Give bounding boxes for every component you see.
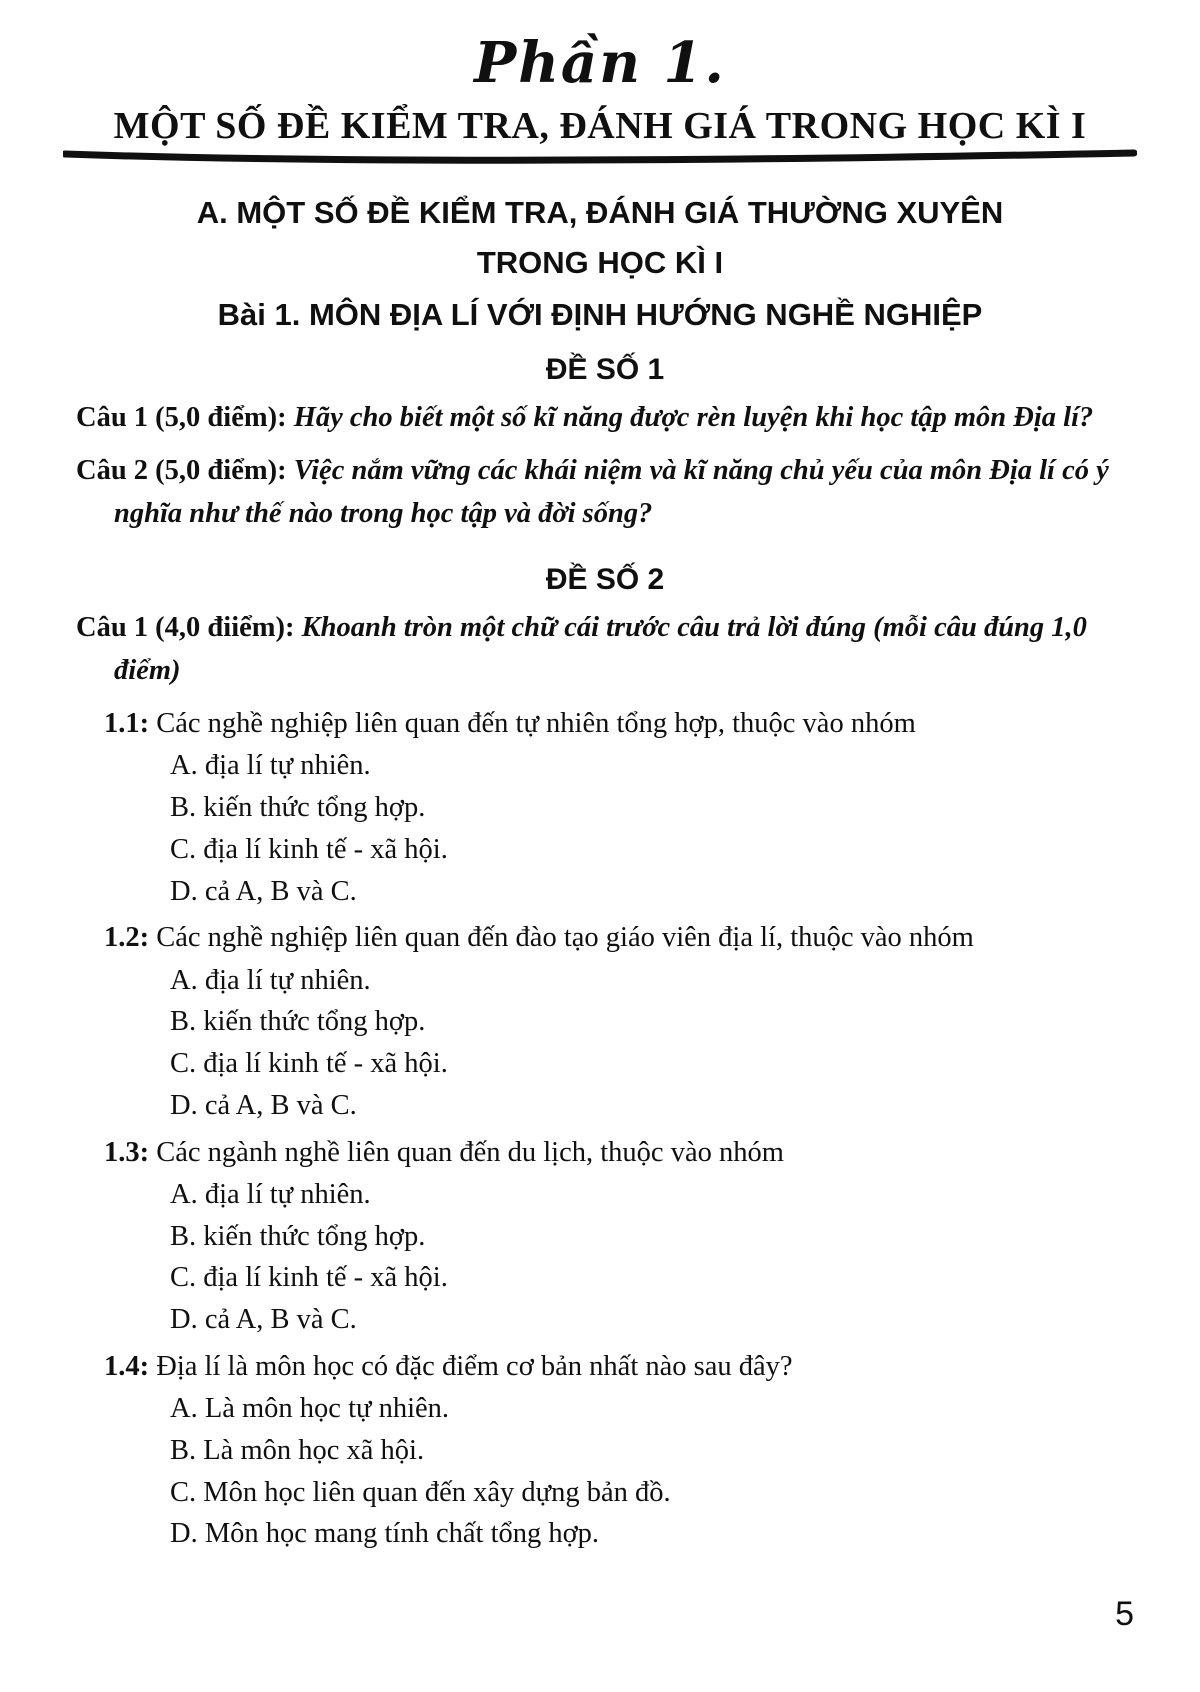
question-label: Câu 2 (5,0 điểm): [76, 454, 287, 486]
lesson-heading: Bài 1. MÔN ĐỊA LÍ VỚI ĐỊNH HƯỚNG NGHỀ NGHIỆP [217, 297, 983, 333]
mcq-question [76, 703, 1134, 744]
mcq-question [76, 917, 1134, 958]
mcq-item-1-3 [76, 1132, 1134, 1340]
mcq-number: 1.1: [104, 707, 150, 739]
mcq-question-text: Các nghề nghiệp liên quan đến đào tạo giáo viên địa lí, thuộc vào nhóm [156, 922, 974, 954]
title-underline-rule [63, 148, 1137, 166]
question-label: Câu 1 (5,0 điểm): [76, 402, 287, 434]
section-heading [0, 188, 1200, 287]
page-number: 5 [1115, 1595, 1134, 1633]
main-title: MỘT SỐ ĐỀ KIỂM TRA, ĐÁNH GIÁ TRONG HỌC KÌ I [113, 105, 1087, 147]
mcq-option-c: C. địa lí kinh tế - xã hội. [170, 1262, 448, 1294]
question-text: Hãy cho biết một số kĩ năng được rèn luyện khi học tập môn Địa lí? [293, 402, 1094, 434]
question-label: Câu 1 (4,0 điiểm): [76, 612, 295, 644]
mcq-options [170, 962, 1134, 1126]
mcq-item-1-2 [76, 917, 1134, 1125]
mcq-question-text: Các ngành nghề liên quan đến du lịch, thuộc vào nhóm [156, 1136, 784, 1168]
mcq-option-a: A. địa lí tự nhiên. [170, 1178, 371, 1210]
mcq-question [76, 1132, 1134, 1173]
mcq-options [170, 747, 1134, 911]
mcq-number: 1.3: [104, 1136, 150, 1168]
mcq-option-a: A. địa lí tự nhiên. [170, 750, 371, 782]
mcq-option-b: B. Là môn học xã hội. [170, 1434, 425, 1466]
mcq-option-c: C. Môn học liên quan đến xây dựng bản đồ. [170, 1476, 671, 1508]
mcq-option-d: D. cả A, B và C. [170, 1089, 357, 1121]
mcq-option-d: D. Môn học mang tính chất tổng hợp. [170, 1518, 600, 1550]
essay-question-1 [76, 397, 1134, 440]
mcq-options [170, 1390, 1134, 1554]
essay-question-2 [76, 450, 1134, 536]
exam1-heading: ĐỀ SỐ 1 [545, 353, 665, 387]
mcq-question-text: Địa lí là môn học có đặc điểm cơ bản nhất nào sau đây? [156, 1350, 793, 1382]
mcq-option-a: A. Là môn học tự nhiên. [170, 1393, 450, 1425]
mcq-option-c: C. địa lí kinh tế - xã hội. [170, 833, 448, 865]
mcq-number: 1.2: [104, 922, 150, 954]
page-content [0, 353, 1200, 1554]
section-heading-line1: A. MỘT SỐ ĐỀ KIỂM TRA, ĐÁNH GIÁ THƯỜNG XUYÊN [196, 195, 1004, 230]
mcq-question-text: Các nghề nghiệp liên quan đến tự nhiên tổng hợp, thuộc vào nhóm [156, 707, 916, 739]
mcq-option-b: B. kiến thức tổng hợp. [170, 792, 426, 823]
mcq-options [170, 1176, 1134, 1340]
question-text: Việc nắm vững các khái niệm và kĩ năng chủ yếu của môn Địa lí có ý nghĩa như thế nào trong học tập và đời sống? [114, 454, 1109, 529]
part-title: Phần 1. [474, 30, 726, 96]
question-text: Khoanh tròn một chữ cái trước câu trả lời đúng (mỗi câu đúng 1,0 điểm) [114, 612, 1087, 687]
section-heading-line2: TRONG HỌC KÌ I [476, 244, 724, 280]
mcq-option-b: B. kiến thức tổng hợp. [170, 1220, 426, 1252]
mcq-question [76, 1346, 1134, 1387]
mcq-item-1-1 [76, 703, 1134, 911]
mcq-number: 1.4: [104, 1350, 150, 1382]
mcq-option-b: B. kiến thức tổng hợp. [170, 1006, 426, 1038]
mcq-intro [76, 607, 1134, 693]
mcq-item-1-4 [76, 1346, 1134, 1554]
mcq-option-d: D. cả A, B và C. [170, 875, 357, 907]
mcq-option-d: D. cả A, B và C. [170, 1304, 357, 1336]
exam2-heading: ĐỀ SỐ 2 [545, 563, 665, 597]
mcq-option-a: A. địa lí tự nhiên. [170, 964, 371, 996]
mcq-option-c: C. địa lí kinh tế - xã hội. [170, 1048, 448, 1080]
